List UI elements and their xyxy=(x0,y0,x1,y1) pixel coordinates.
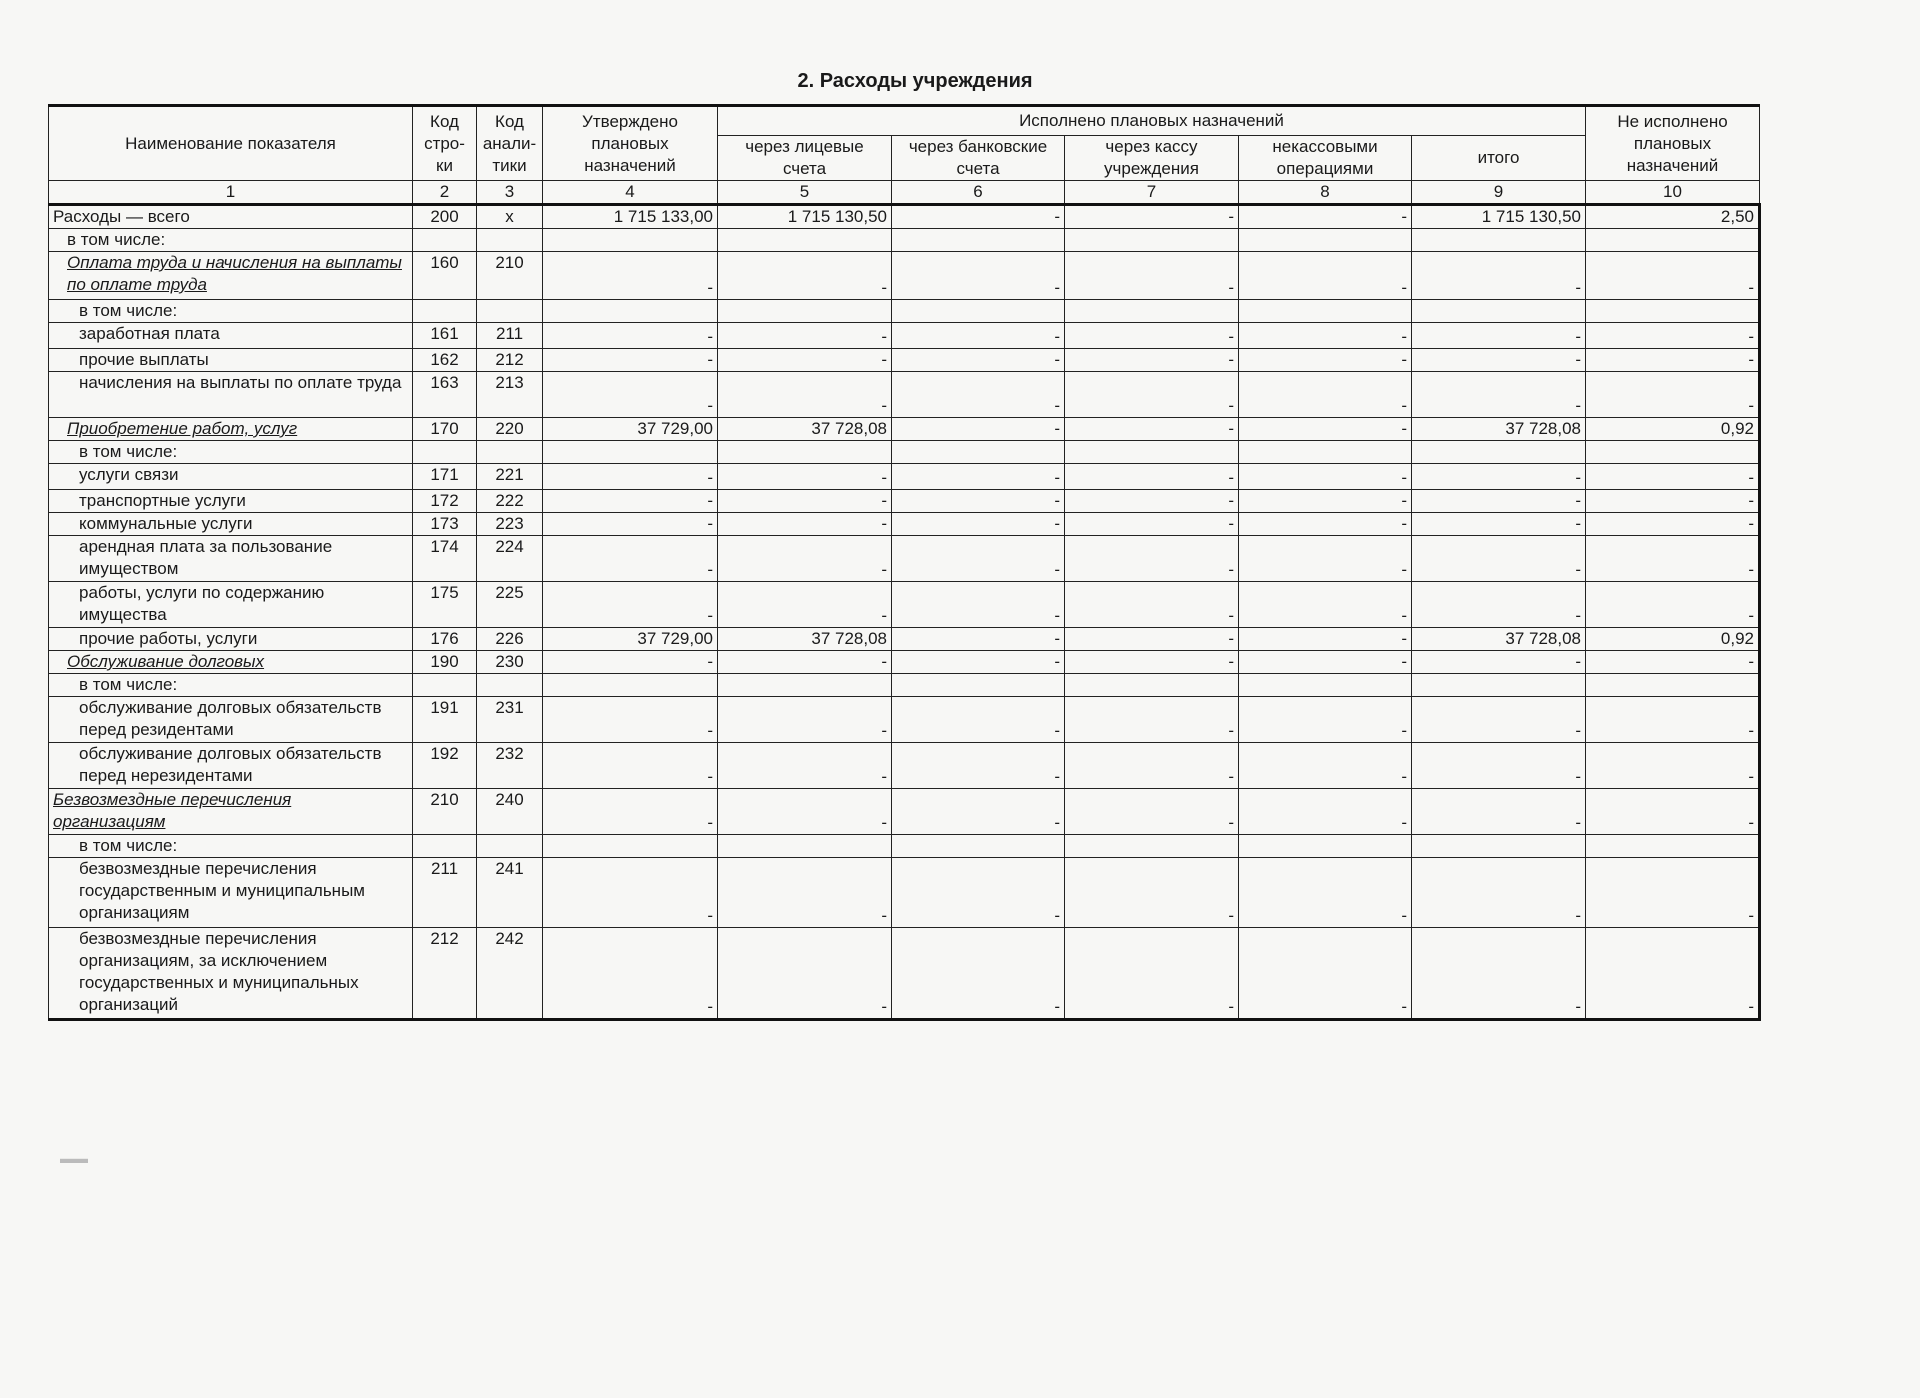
row-value-remain: - xyxy=(1586,372,1760,418)
row-line-code: 191 xyxy=(413,697,477,743)
row-value-bank: - xyxy=(892,490,1065,513)
col-num: 2 xyxy=(413,181,477,205)
row-value-approved: - xyxy=(543,858,718,928)
row-analytics-code: 225 xyxy=(477,582,543,628)
row-value-personal: - xyxy=(718,372,892,418)
table-row xyxy=(49,536,1760,582)
row-value-noncash: - xyxy=(1239,490,1412,513)
row-line-code: 210 xyxy=(413,789,477,835)
row-name: в том числе: xyxy=(49,300,413,323)
row-value-noncash: - xyxy=(1239,349,1412,372)
row-value-remain: - xyxy=(1586,651,1760,674)
table-row xyxy=(49,651,1760,674)
col-num: 7 xyxy=(1065,181,1239,205)
row-analytics-code: 212 xyxy=(477,349,543,372)
row-value-approved: - xyxy=(543,536,718,582)
row-name: безвозмездные перечисления организациям, за исключением государственных и муниципальных организаций xyxy=(49,928,413,1020)
row-value-bank: - xyxy=(892,323,1065,349)
row-name: услуги связи xyxy=(49,464,413,490)
row-value-noncash xyxy=(1239,441,1412,464)
row-value-approved: - xyxy=(543,928,718,1020)
row-value-remain xyxy=(1586,229,1760,252)
row-value-approved: 1 715 133,00 xyxy=(543,205,718,229)
row-value-remain: - xyxy=(1586,464,1760,490)
table-row xyxy=(49,252,1760,300)
row-analytics-code: 242 xyxy=(477,928,543,1020)
row-analytics-code xyxy=(477,229,543,252)
row-value-personal: - xyxy=(718,536,892,582)
col-num: 1 xyxy=(49,181,413,205)
row-value-personal: - xyxy=(718,858,892,928)
row-value-cash: - xyxy=(1065,536,1239,582)
row-name: заработная плата xyxy=(49,323,413,349)
row-value-total xyxy=(1412,300,1586,323)
header-name: Наименование показателя xyxy=(49,106,413,181)
row-value-bank: - xyxy=(892,697,1065,743)
header-noncash: некассовыми операциями xyxy=(1239,136,1412,181)
row-value-personal: - xyxy=(718,252,892,300)
row-name: Расходы — всего xyxy=(49,205,413,229)
row-name: в том числе: xyxy=(49,835,413,858)
row-line-code: 160 xyxy=(413,252,477,300)
row-value-noncash: - xyxy=(1239,464,1412,490)
row-line-code: 172 xyxy=(413,490,477,513)
row-line-code: 162 xyxy=(413,349,477,372)
row-analytics-code: 230 xyxy=(477,651,543,674)
table-row xyxy=(49,697,1760,743)
row-value-approved: - xyxy=(543,651,718,674)
row-value-total: - xyxy=(1412,372,1586,418)
row-value-total xyxy=(1412,674,1586,697)
row-analytics-code xyxy=(477,674,543,697)
row-value-total: 1 715 130,50 xyxy=(1412,205,1586,229)
row-name: в том числе: xyxy=(49,229,413,252)
table-row xyxy=(49,582,1760,628)
row-value-personal: 1 715 130,50 xyxy=(718,205,892,229)
row-value-bank: - xyxy=(892,536,1065,582)
row-value-noncash xyxy=(1239,229,1412,252)
col-num: 5 xyxy=(718,181,892,205)
row-name: транспортные услуги xyxy=(49,490,413,513)
row-value-remain xyxy=(1586,835,1760,858)
row-value-bank: - xyxy=(892,651,1065,674)
row-value-bank: - xyxy=(892,252,1065,300)
row-value-personal xyxy=(718,300,892,323)
row-line-code xyxy=(413,835,477,858)
row-value-approved: - xyxy=(543,323,718,349)
row-analytics-code: 226 xyxy=(477,628,543,651)
row-value-cash: - xyxy=(1065,928,1239,1020)
row-value-total: - xyxy=(1412,743,1586,789)
row-value-cash: - xyxy=(1065,697,1239,743)
row-value-cash xyxy=(1065,300,1239,323)
row-value-approved: 37 729,00 xyxy=(543,418,718,441)
table-row xyxy=(49,513,1760,536)
row-value-noncash: - xyxy=(1239,372,1412,418)
row-value-bank xyxy=(892,229,1065,252)
col-num: 9 xyxy=(1412,181,1586,205)
row-value-total: - xyxy=(1412,582,1586,628)
row-value-bank: - xyxy=(892,418,1065,441)
row-value-remain: - xyxy=(1586,582,1760,628)
scan-artifact: ▬▬ xyxy=(60,1150,88,1166)
row-value-personal: - xyxy=(718,789,892,835)
row-analytics-code: х xyxy=(477,205,543,229)
row-name: работы, услуги по содержанию имущества xyxy=(49,582,413,628)
row-value-cash: - xyxy=(1065,858,1239,928)
row-value-personal: - xyxy=(718,490,892,513)
row-value-remain: - xyxy=(1586,858,1760,928)
row-value-approved: - xyxy=(543,490,718,513)
row-value-bank: - xyxy=(892,628,1065,651)
header-total: итого xyxy=(1412,136,1586,181)
row-value-noncash: - xyxy=(1239,536,1412,582)
row-value-cash: - xyxy=(1065,789,1239,835)
row-value-bank: - xyxy=(892,205,1065,229)
row-value-cash: - xyxy=(1065,582,1239,628)
row-value-approved xyxy=(543,300,718,323)
row-value-noncash xyxy=(1239,835,1412,858)
row-value-personal: - xyxy=(718,513,892,536)
row-value-total: - xyxy=(1412,789,1586,835)
row-value-bank: - xyxy=(892,743,1065,789)
row-name: прочие работы, услуги xyxy=(49,628,413,651)
table-row xyxy=(49,490,1760,513)
row-analytics-code: 231 xyxy=(477,697,543,743)
row-value-remain: 2,50 xyxy=(1586,205,1760,229)
row-value-noncash: - xyxy=(1239,743,1412,789)
row-value-total: - xyxy=(1412,536,1586,582)
row-analytics-code: 240 xyxy=(477,789,543,835)
row-analytics-code xyxy=(477,835,543,858)
table-row xyxy=(49,441,1760,464)
row-value-bank: - xyxy=(892,928,1065,1020)
row-value-total: - xyxy=(1412,490,1586,513)
row-value-approved xyxy=(543,835,718,858)
row-value-bank: - xyxy=(892,372,1065,418)
row-value-personal xyxy=(718,674,892,697)
row-value-total xyxy=(1412,229,1586,252)
row-value-personal: 37 728,08 xyxy=(718,628,892,651)
row-value-noncash: - xyxy=(1239,323,1412,349)
row-analytics-code: 211 xyxy=(477,323,543,349)
row-value-noncash: - xyxy=(1239,513,1412,536)
row-value-noncash: - xyxy=(1239,628,1412,651)
row-value-bank xyxy=(892,835,1065,858)
row-value-cash: - xyxy=(1065,628,1239,651)
row-value-approved: - xyxy=(543,372,718,418)
row-analytics-code xyxy=(477,441,543,464)
row-analytics-code: 222 xyxy=(477,490,543,513)
row-name: Обслуживание долговых xyxy=(49,651,413,674)
row-value-bank: - xyxy=(892,349,1065,372)
row-value-total: - xyxy=(1412,349,1586,372)
expenses-table xyxy=(48,104,1761,1021)
row-value-noncash: - xyxy=(1239,928,1412,1020)
row-line-code: 170 xyxy=(413,418,477,441)
table-row xyxy=(49,743,1760,789)
row-line-code: 174 xyxy=(413,536,477,582)
row-line-code: 211 xyxy=(413,858,477,928)
row-name: обслуживание долговых обязательств перед резидентами xyxy=(49,697,413,743)
header-code-analytics: Код анали-тики xyxy=(477,106,543,181)
table-row xyxy=(49,628,1760,651)
row-value-noncash xyxy=(1239,674,1412,697)
row-name: безвозмездные перечисления государственным и муниципальным организациям xyxy=(49,858,413,928)
table-row xyxy=(49,229,1760,252)
row-value-cash: - xyxy=(1065,651,1239,674)
col-num: 6 xyxy=(892,181,1065,205)
row-value-total xyxy=(1412,441,1586,464)
row-value-noncash: - xyxy=(1239,858,1412,928)
row-value-total: - xyxy=(1412,252,1586,300)
row-value-cash xyxy=(1065,835,1239,858)
row-value-cash: - xyxy=(1065,464,1239,490)
row-line-code: 176 xyxy=(413,628,477,651)
row-value-bank: - xyxy=(892,858,1065,928)
row-value-total: - xyxy=(1412,464,1586,490)
row-line-code xyxy=(413,300,477,323)
header-via-cash: через кассу учреждения xyxy=(1065,136,1239,181)
row-value-total: - xyxy=(1412,858,1586,928)
row-value-cash: - xyxy=(1065,205,1239,229)
row-value-personal: - xyxy=(718,323,892,349)
row-value-personal xyxy=(718,835,892,858)
row-line-code: 190 xyxy=(413,651,477,674)
row-value-personal: - xyxy=(718,743,892,789)
row-line-code: 161 xyxy=(413,323,477,349)
row-value-remain: - xyxy=(1586,536,1760,582)
row-value-total: 37 728,08 xyxy=(1412,628,1586,651)
row-value-remain: - xyxy=(1586,323,1760,349)
header-approved: Утверждено плановых назначений xyxy=(543,106,718,181)
row-value-personal: 37 728,08 xyxy=(718,418,892,441)
row-value-approved xyxy=(543,441,718,464)
row-value-personal: - xyxy=(718,928,892,1020)
row-value-remain: - xyxy=(1586,789,1760,835)
row-value-approved: - xyxy=(543,743,718,789)
row-name: Оплата труда и начисления на выплаты по оплате труда xyxy=(49,252,413,300)
row-value-remain: - xyxy=(1586,743,1760,789)
row-value-total: - xyxy=(1412,651,1586,674)
table-row xyxy=(49,418,1760,441)
row-name: Приобретение работ, услуг xyxy=(49,418,413,441)
row-value-noncash: - xyxy=(1239,697,1412,743)
row-value-bank xyxy=(892,674,1065,697)
section-title: 2. Расходы учреждения xyxy=(797,70,1033,92)
row-value-cash: - xyxy=(1065,490,1239,513)
table-row xyxy=(49,300,1760,323)
col-num: 3 xyxy=(477,181,543,205)
table-row xyxy=(49,205,1760,229)
row-value-noncash xyxy=(1239,300,1412,323)
header-via-personal: через лицевые счета xyxy=(718,136,892,181)
header-code-line: Код стро-ки xyxy=(413,106,477,181)
row-value-noncash: - xyxy=(1239,418,1412,441)
column-numbers-row xyxy=(49,181,1760,205)
row-value-personal: - xyxy=(718,651,892,674)
row-line-code: 175 xyxy=(413,582,477,628)
row-value-approved: 37 729,00 xyxy=(543,628,718,651)
row-value-bank: - xyxy=(892,582,1065,628)
row-name: прочие выплаты xyxy=(49,349,413,372)
row-value-cash xyxy=(1065,674,1239,697)
table-row xyxy=(49,835,1760,858)
row-analytics-code: 210 xyxy=(477,252,543,300)
col-num: 8 xyxy=(1239,181,1412,205)
row-name: в том числе: xyxy=(49,674,413,697)
row-value-remain: - xyxy=(1586,513,1760,536)
row-value-cash: - xyxy=(1065,323,1239,349)
col-num: 4 xyxy=(543,181,718,205)
row-value-cash: - xyxy=(1065,349,1239,372)
row-value-remain: - xyxy=(1586,928,1760,1020)
row-value-total: - xyxy=(1412,323,1586,349)
row-value-cash: - xyxy=(1065,743,1239,789)
row-value-approved: - xyxy=(543,252,718,300)
row-value-remain: 0,92 xyxy=(1586,418,1760,441)
row-value-cash: - xyxy=(1065,252,1239,300)
row-analytics-code xyxy=(477,300,543,323)
row-value-cash: - xyxy=(1065,418,1239,441)
row-name: арендная плата за пользование имуществом xyxy=(49,536,413,582)
row-analytics-code: 241 xyxy=(477,858,543,928)
row-value-noncash: - xyxy=(1239,205,1412,229)
row-value-cash: - xyxy=(1065,513,1239,536)
row-value-bank: - xyxy=(892,513,1065,536)
row-value-noncash: - xyxy=(1239,582,1412,628)
row-value-cash xyxy=(1065,441,1239,464)
table-row xyxy=(49,323,1760,349)
table-row xyxy=(49,858,1760,928)
row-line-code xyxy=(413,229,477,252)
row-value-remain: - xyxy=(1586,697,1760,743)
row-line-code: 163 xyxy=(413,372,477,418)
row-name: в том числе: xyxy=(49,441,413,464)
row-value-remain: 0,92 xyxy=(1586,628,1760,651)
row-value-total: - xyxy=(1412,697,1586,743)
row-analytics-code: 224 xyxy=(477,536,543,582)
row-line-code: 173 xyxy=(413,513,477,536)
row-value-noncash: - xyxy=(1239,789,1412,835)
row-value-remain xyxy=(1586,674,1760,697)
row-value-bank: - xyxy=(892,464,1065,490)
row-value-total: 37 728,08 xyxy=(1412,418,1586,441)
col-num: 10 xyxy=(1586,181,1760,205)
row-value-remain xyxy=(1586,441,1760,464)
row-analytics-code: 213 xyxy=(477,372,543,418)
row-value-remain: - xyxy=(1586,252,1760,300)
row-value-bank xyxy=(892,441,1065,464)
row-analytics-code: 220 xyxy=(477,418,543,441)
row-value-personal: - xyxy=(718,582,892,628)
row-value-total: - xyxy=(1412,928,1586,1020)
row-value-approved: - xyxy=(543,582,718,628)
row-value-remain: - xyxy=(1586,490,1760,513)
header-executed: Исполнено плановых назначений xyxy=(718,106,1586,136)
row-value-remain: - xyxy=(1586,349,1760,372)
row-value-cash xyxy=(1065,229,1239,252)
row-value-total: - xyxy=(1412,513,1586,536)
row-value-noncash: - xyxy=(1239,651,1412,674)
row-value-total xyxy=(1412,835,1586,858)
row-line-code: 171 xyxy=(413,464,477,490)
row-line-code: 212 xyxy=(413,928,477,1020)
row-line-code: 192 xyxy=(413,743,477,789)
table-row xyxy=(49,928,1760,1020)
row-line-code xyxy=(413,441,477,464)
header-not-executed: Не исполнено плановых назначений xyxy=(1586,106,1760,181)
row-value-noncash: - xyxy=(1239,252,1412,300)
row-value-bank xyxy=(892,300,1065,323)
row-value-approved: - xyxy=(543,697,718,743)
row-name: коммунальные услуги xyxy=(49,513,413,536)
row-analytics-code: 223 xyxy=(477,513,543,536)
row-analytics-code: 221 xyxy=(477,464,543,490)
table-row xyxy=(49,464,1760,490)
row-value-personal xyxy=(718,441,892,464)
row-value-approved: - xyxy=(543,349,718,372)
row-value-approved: - xyxy=(543,513,718,536)
row-value-remain xyxy=(1586,300,1760,323)
row-value-approved xyxy=(543,674,718,697)
row-value-personal: - xyxy=(718,464,892,490)
row-name: Безвозмездные перечисления организациям xyxy=(49,789,413,835)
row-value-cash: - xyxy=(1065,372,1239,418)
row-value-personal: - xyxy=(718,697,892,743)
header-via-bank: через банковские счета xyxy=(892,136,1065,181)
row-value-personal xyxy=(718,229,892,252)
row-value-approved: - xyxy=(543,464,718,490)
table-row xyxy=(49,674,1760,697)
row-value-personal: - xyxy=(718,349,892,372)
table-row xyxy=(49,789,1760,835)
row-value-approved: - xyxy=(543,789,718,835)
row-value-approved xyxy=(543,229,718,252)
row-value-bank: - xyxy=(892,789,1065,835)
row-line-code xyxy=(413,674,477,697)
table-row xyxy=(49,372,1760,418)
table-row xyxy=(49,349,1760,372)
row-line-code: 200 xyxy=(413,205,477,229)
row-analytics-code: 232 xyxy=(477,743,543,789)
row-name: обслуживание долговых обязательств перед нерезидентами xyxy=(49,743,413,789)
row-name: начисления на выплаты по оплате труда xyxy=(49,372,413,418)
